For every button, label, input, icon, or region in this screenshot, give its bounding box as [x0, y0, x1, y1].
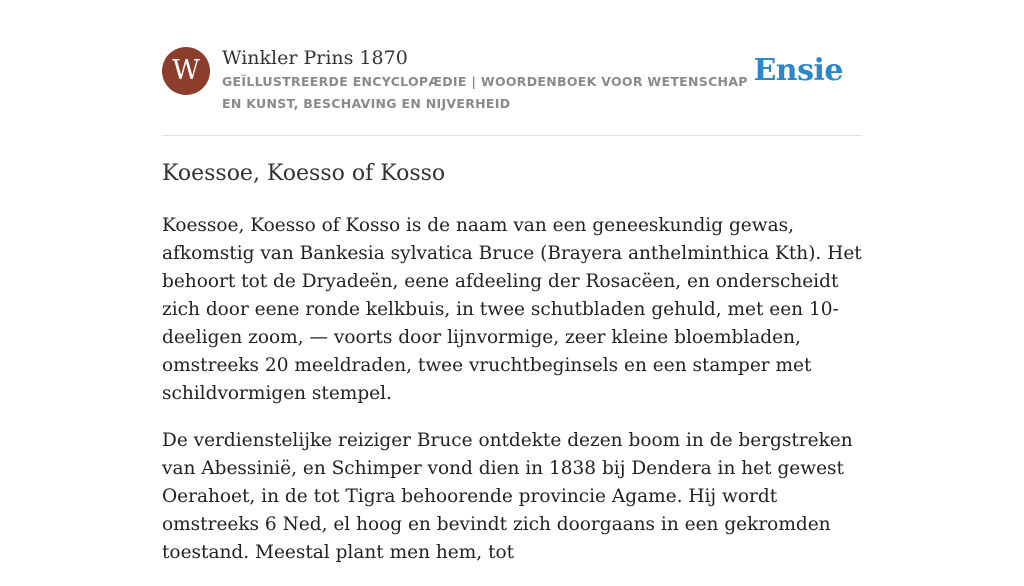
source-info [222, 46, 762, 115]
source-title[interactable]: Winkler Prins 1870 [222, 47, 408, 69]
source-subtitle: GEÏLLUSTREERDE ENCYCLOPÆDIE | WOORDENBOEK VOOR WETENSCHAP EN KUNST, BESCHAVING EN NIJVERHEID [222, 74, 748, 111]
article-title: Koessoe, Koesso of Kosso [162, 161, 446, 186]
ensie-logo-link[interactable]: Ensie [753, 53, 843, 88]
article-paragraph: De verdienstelijke reiziger Bruce ontdekte dezen boom in de bergstreken van Abessinië, en Schimper vond dien in 1838 bij Dendera in het gewest Oerahoet, in de tot Tigra behoorende provincie Agame. Hij wordt omstreeks 6 Ned, el hoog en bevindt zich doorgaans in een gekromden toestand. Meestal plant men hem, tot [162, 430, 853, 563]
source-avatar[interactable]: W [162, 47, 210, 95]
page [162, 0, 862, 563]
article-body [162, 212, 862, 586]
article-paragraph: Koessoe, Koesso of Kosso is de naam van een geneeskundig gewas, afkomstig van Bankesia sylvatica Bruce (Brayera anthelminthica Kth). Het behoort tot de Dryadeën, eene afdeeling der Rosacëen, en onderscheidt zich door eene ronde kelkbuis, in twee schutbladen gehuld, met een 10-deeligen zoom, — voorts door lijnvormige, zeer kleine bloembladen, omstreeks 20 meeldraden, twee vruchtbeginsels en een stamper met schildvormigen stempel. [162, 215, 862, 404]
header-divider [162, 135, 862, 136]
source-header [162, 46, 862, 136]
